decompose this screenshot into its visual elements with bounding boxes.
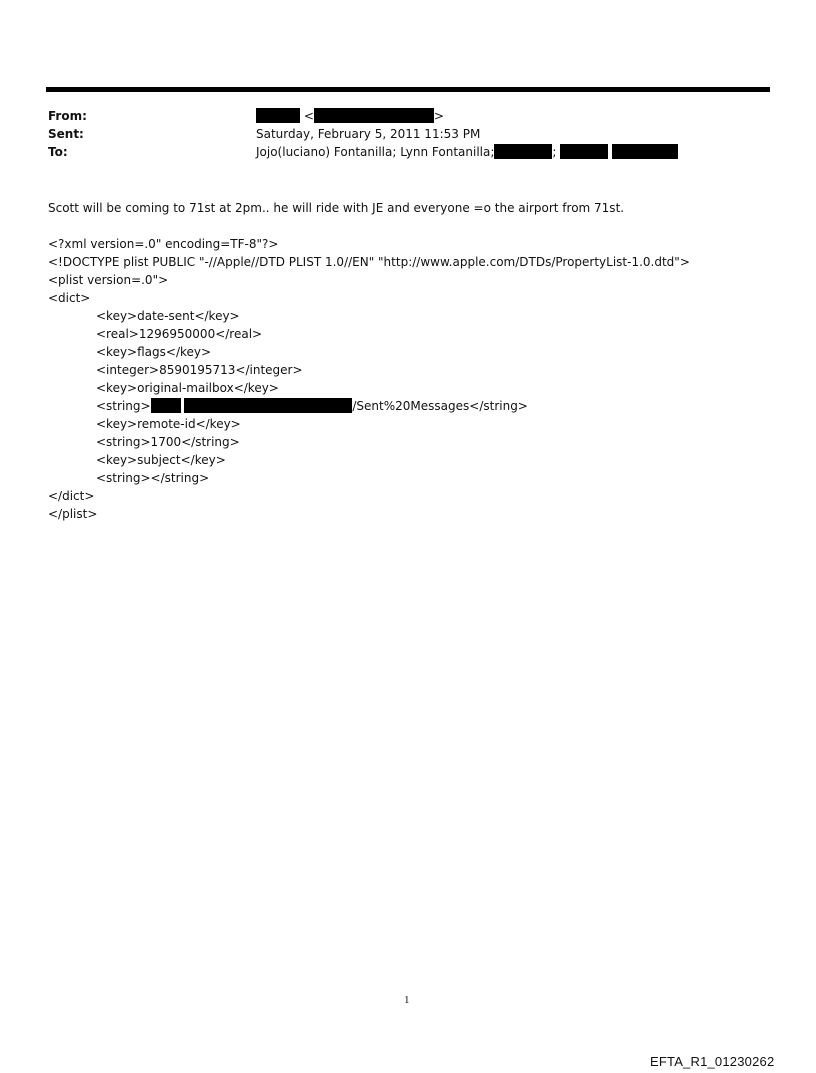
to-recipients: Jojo(luciano) Fontanilla; Lynn Fontanilla; <box>256 145 495 159</box>
message-text: Scott will be coming to 71st at 2pm.. he will ride with JE and everyone =o the airport from 71st. <box>48 201 625 215</box>
string-close-path: /Sent%20Messages</string> <box>352 399 528 413</box>
redaction-block <box>314 108 434 123</box>
plist-line: <key>original-mailbox</key> <box>96 381 279 395</box>
from-value <box>256 107 444 125</box>
plist-line: <key>remote-id</key> <box>96 417 241 431</box>
xml-declaration: <?xml version=.0" encoding=TF-8"?> <box>48 237 279 251</box>
plist-line: <key>date-sent</key> <box>96 309 240 323</box>
plist-open: <plist version=.0"> <box>48 273 169 287</box>
redaction-block <box>560 144 608 159</box>
from-close-bracket: > <box>433 109 444 123</box>
from-open-bracket: < <box>303 109 314 123</box>
plist-line: <integer>8590195713</integer> <box>96 363 303 377</box>
plist-close: </plist> <box>48 507 98 521</box>
plist-line: <real>1296950000</real> <box>96 327 263 341</box>
string-open-tag: <string> <box>96 399 151 413</box>
to-separator: ; <box>552 145 557 159</box>
plist-line: <string></string> <box>96 471 210 485</box>
to-value <box>256 143 678 161</box>
sent-label: Sent: <box>48 127 84 141</box>
redaction-block <box>256 108 300 123</box>
dict-open: <dict> <box>48 291 91 305</box>
from-label: From: <box>48 109 87 123</box>
doctype-line: <!DOCTYPE plist PUBLIC "-//Apple//DTD PLIST 1.0//EN" "http://www.apple.com/DTDs/PropertyList-1.0.dtd"> <box>48 255 690 269</box>
sent-value: Saturday, February 5, 2011 11:53 PM <box>256 127 481 141</box>
plist-line-mailbox <box>96 397 528 415</box>
redaction-block <box>494 144 552 159</box>
bates-stamp: EFTA_R1_01230262 <box>650 1054 775 1069</box>
dict-close: </dict> <box>48 489 95 503</box>
plist-line: <key>flags</key> <box>96 345 212 359</box>
plist-line: <key>subject</key> <box>96 453 226 467</box>
redaction-block <box>151 398 181 413</box>
to-label: To: <box>48 145 68 159</box>
redaction-block <box>612 144 678 159</box>
redaction-block <box>184 398 352 413</box>
page-number: 1 <box>404 994 410 1006</box>
header-rule <box>46 87 770 92</box>
plist-line: <string>1700</string> <box>96 435 240 449</box>
